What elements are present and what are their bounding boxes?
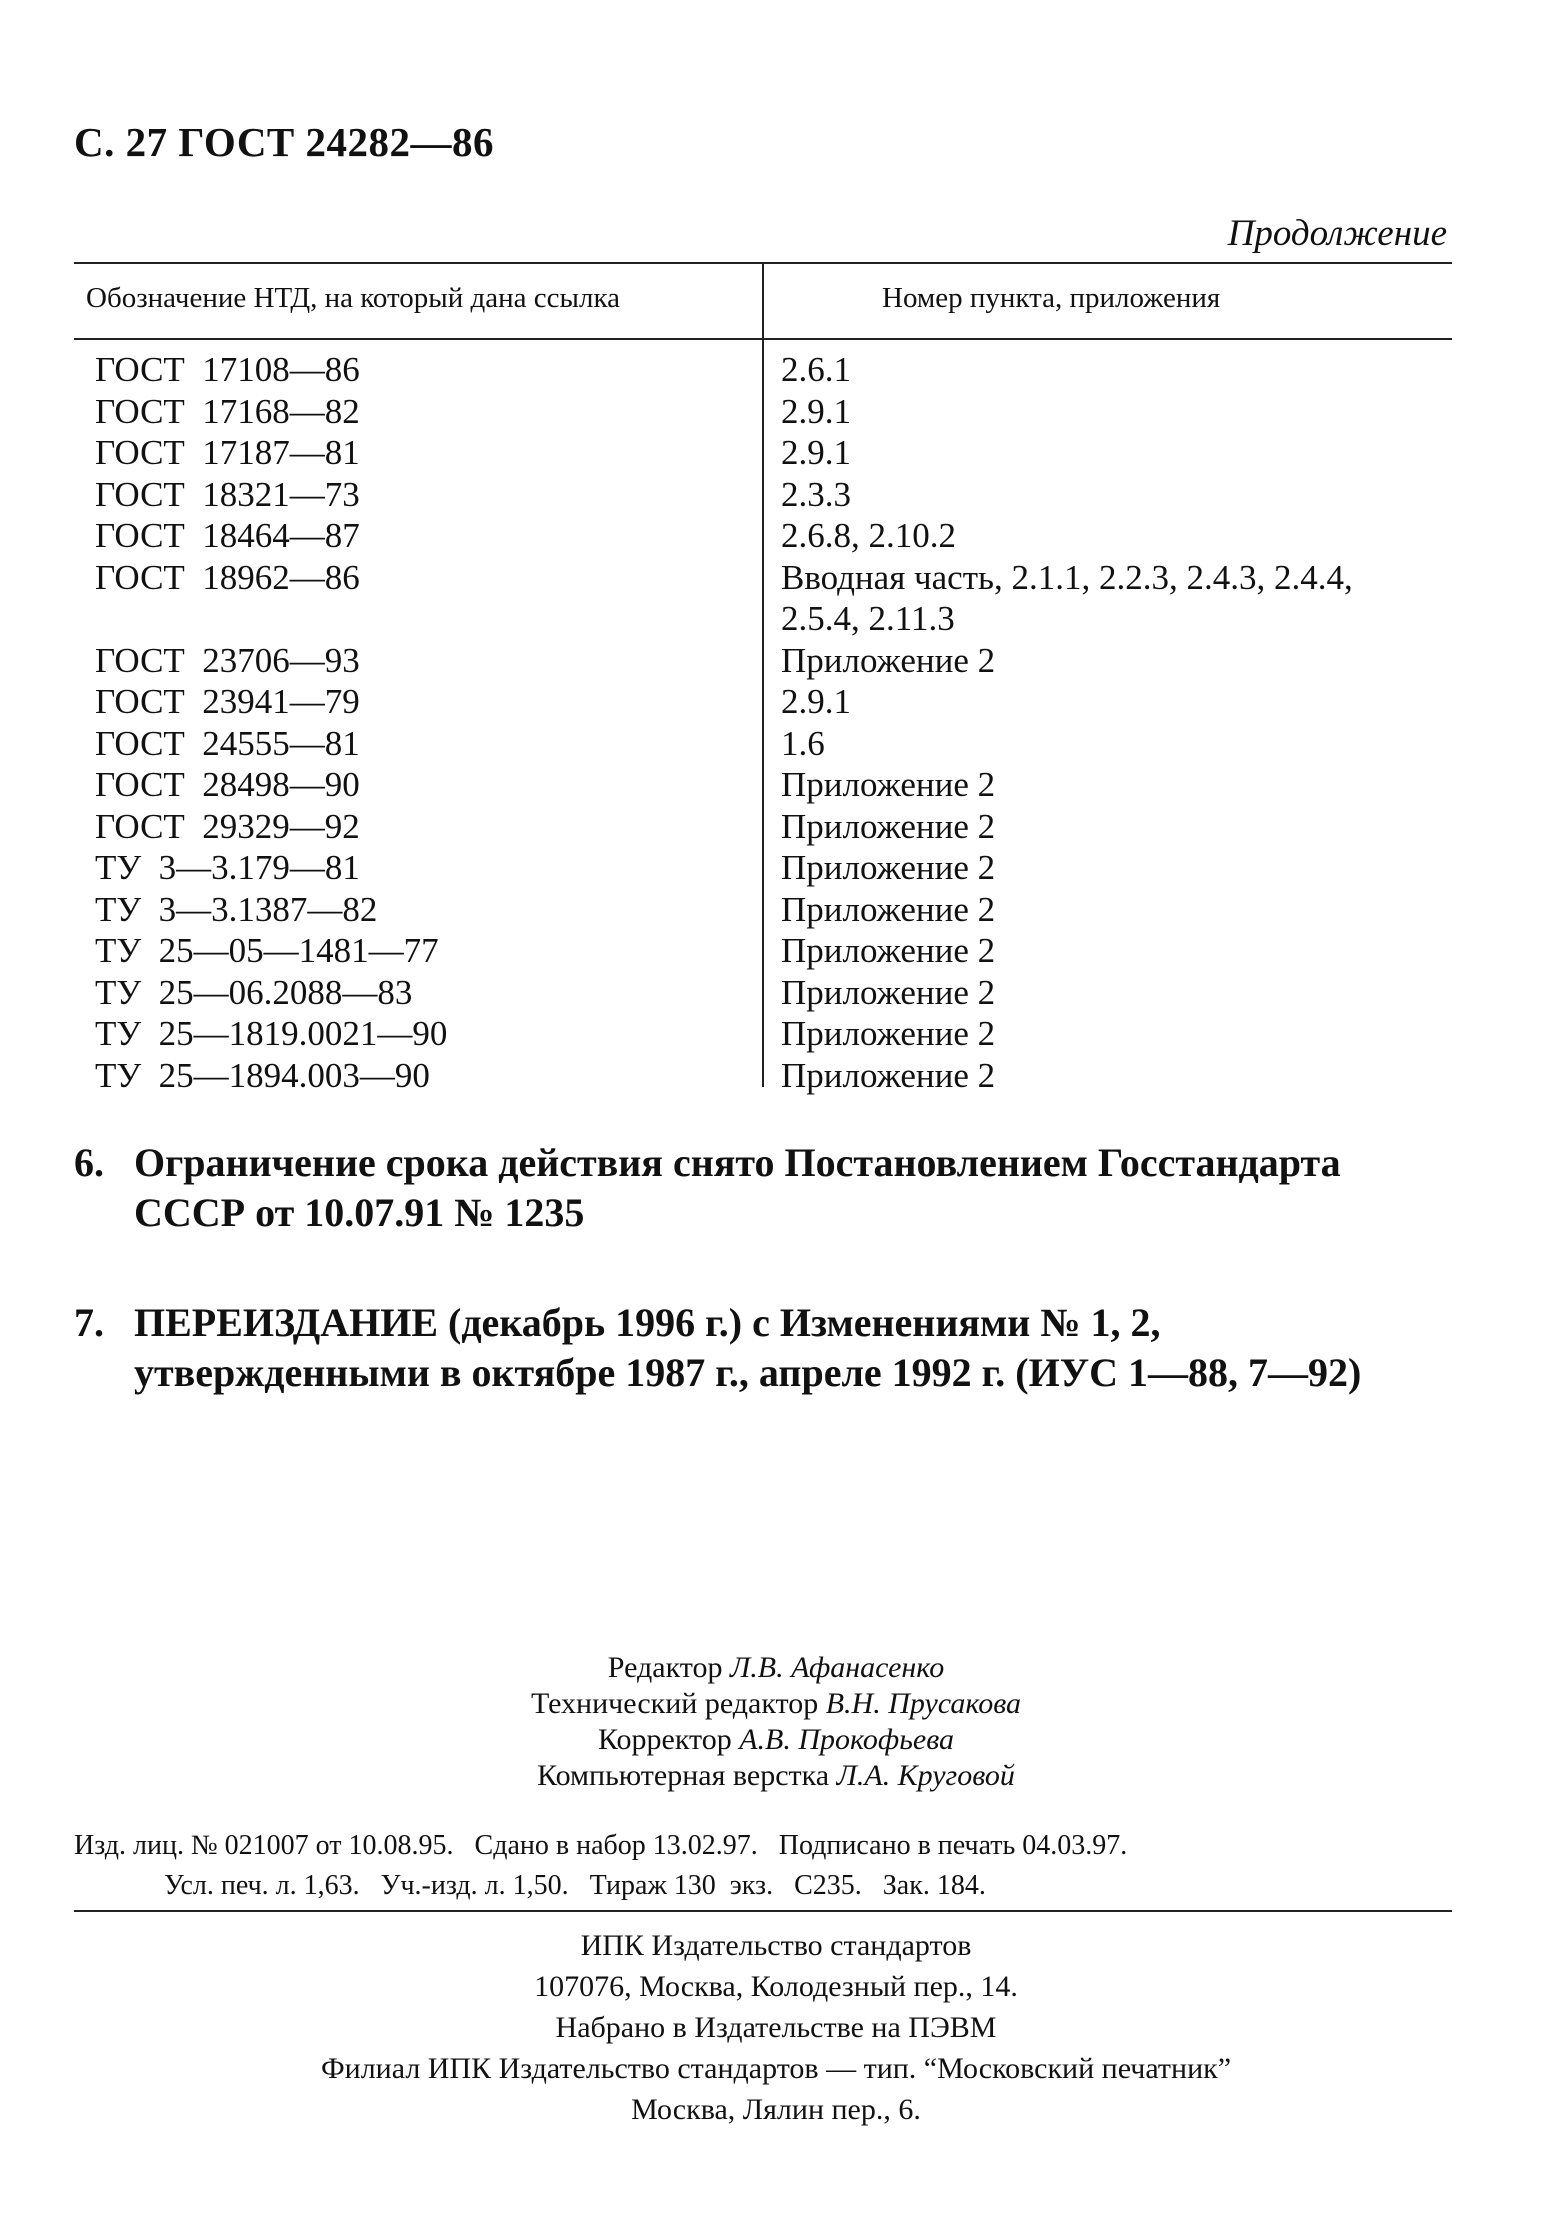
table-row xyxy=(95,515,1435,557)
clause-reference: 2.6.1 xyxy=(781,350,851,389)
continuation-label: Продолжение xyxy=(1227,213,1447,254)
footer-line-1: ИПК Издательство стандартов xyxy=(580,1929,972,1962)
section-text: Ограничение срока действия снято Постановлением Госстандарта СССР от 10.07.91 № 1235 xyxy=(134,1140,1341,1235)
page-header: С. 27 ГОСТ 24282—86 xyxy=(74,119,495,165)
doc-designation: ГОСТ 23941—79 xyxy=(95,682,360,721)
table-row xyxy=(95,640,1435,682)
credit-role: Редактор xyxy=(607,1651,723,1684)
credit-role: Корректор xyxy=(597,1723,732,1756)
clause-reference: 2.6.8, 2.10.2 xyxy=(781,516,956,555)
credits-block xyxy=(0,1650,1552,1794)
clause-reference: 2.9.1 xyxy=(781,682,851,721)
doc-designation: ГОСТ 28498—90 xyxy=(95,765,360,804)
clause-reference: 2.9.1 xyxy=(781,391,851,431)
clause-reference: Приложение 2 xyxy=(781,806,996,846)
section-number: 6. xyxy=(74,1140,104,1185)
footer-line-2: 107076, Москва, Колодезный пер., 14. xyxy=(534,1970,1018,2003)
table-row xyxy=(95,723,1435,765)
clause-reference: Приложение 2 xyxy=(781,765,996,804)
clause-reference: Приложение 2 xyxy=(781,640,996,680)
doc-designation: ГОСТ 24555—81 xyxy=(95,723,360,763)
clause-reference: 1.6 xyxy=(781,723,825,763)
section-number: 7. xyxy=(74,1300,104,1345)
clause-reference: Приложение 2 xyxy=(781,972,996,1012)
clause-reference: Приложение 2 xyxy=(781,848,996,887)
clause-reference: Приложение 2 xyxy=(781,1014,996,1053)
doc-designation: ГОСТ 17108—86 xyxy=(95,350,360,389)
table-row xyxy=(95,847,1435,889)
doc-designation: ГОСТ 29329—92 xyxy=(95,806,360,846)
doc-designation: ГОСТ 17187—81 xyxy=(95,433,360,472)
table-row xyxy=(95,474,1435,516)
table-row xyxy=(95,1055,1435,1097)
table-row xyxy=(95,432,1435,474)
clause-reference: Приложение 2 xyxy=(781,931,996,970)
doc-designation: ТУ 3—3.179—81 xyxy=(95,848,360,887)
footer-line-5: Москва, Лялин пер., 6. xyxy=(631,2093,921,2126)
doc-designation: ТУ 25—06.2088—83 xyxy=(95,972,413,1012)
footer-rule xyxy=(74,1910,1452,1912)
credit-person: Л.А. Круговой xyxy=(836,1759,1015,1792)
table-row xyxy=(95,557,1435,640)
credit-role: Технический редактор xyxy=(530,1687,819,1720)
table-row xyxy=(95,764,1435,806)
credit-layout xyxy=(0,1758,1552,1794)
doc-designation: ТУ 25—05—1481—77 xyxy=(95,931,439,970)
doc-designation: ГОСТ 23706—93 xyxy=(95,640,360,680)
credit-person: В.Н. Прусакова xyxy=(825,1687,1022,1720)
publication-info xyxy=(74,1826,1454,1906)
credit-corrector xyxy=(0,1722,1552,1758)
footer-line-3: Набрано в Издательстве на ПЭВМ xyxy=(555,2011,997,2044)
doc-designation: ТУ 25—1894.003—90 xyxy=(95,1055,430,1095)
table-row xyxy=(95,806,1435,848)
table-row xyxy=(95,930,1435,972)
table-row xyxy=(95,889,1435,931)
table-row xyxy=(95,1013,1435,1055)
table-header-designation: Обозначение НТД, на который дана ссылка xyxy=(86,282,621,314)
doc-designation: ГОСТ 18464—87 xyxy=(95,516,360,555)
table-row xyxy=(95,681,1435,723)
clause-reference: 2.3.3 xyxy=(781,474,851,514)
section-6 xyxy=(74,1138,1454,1238)
credit-role: Компьютерная верстка xyxy=(537,1759,830,1792)
publication-line-1: Изд. лиц. № 021007 от 10.08.95. Сдано в набор 13.02.97. Подписано в печать 04.03.97. xyxy=(74,1830,1128,1861)
doc-designation: ТУ 3—3.1387—82 xyxy=(95,889,378,929)
doc-designation: ГОСТ 17168—82 xyxy=(95,391,360,431)
clause-reference: 2.9.1 xyxy=(781,433,851,472)
doc-designation: ТУ 25—1819.0021—90 xyxy=(95,1014,448,1053)
publisher-footer xyxy=(0,1925,1552,2130)
publication-line-2: Усл. печ. л. 1,63. Уч.-изд. л. 1,50. Тираж 130 экз. С235. Зак. 184. xyxy=(164,1870,986,1901)
doc-designation: ГОСТ 18321—73 xyxy=(95,474,360,514)
section-7 xyxy=(74,1298,1454,1398)
clause-reference: Приложение 2 xyxy=(781,889,996,929)
table-row xyxy=(95,349,1435,391)
table-row xyxy=(95,972,1435,1014)
credit-editor xyxy=(0,1650,1552,1686)
credit-person: А.В. Прокофьева xyxy=(739,1723,955,1756)
clause-reference: Приложение 2 xyxy=(781,1055,996,1095)
credit-tech-editor xyxy=(0,1686,1552,1722)
doc-designation: ГОСТ 18962—86 xyxy=(95,557,360,597)
footer-line-4: Филиал ИПК Издательство стандартов — тип. “Московский печатник” xyxy=(320,2052,1232,2085)
credit-person: Л.В. Афанасенко xyxy=(729,1651,945,1684)
clause-reference: Вводная часть, 2.1.1, 2.2.3, 2.4.3, 2.4.4, 2.5.4, 2.11.3 xyxy=(781,557,1353,638)
table-header-clause: Номер пункта, приложения xyxy=(882,282,1221,314)
section-text: ПЕРЕИЗДАНИЕ (декабрь 1996 г.) с Изменениями № 1, 2, утвержденными в октябре 1987 г., апреле 1992 г. (ИУС 1—88, 7—92) xyxy=(134,1300,1362,1395)
table-row xyxy=(95,391,1435,433)
reference-table-body xyxy=(95,349,1435,1096)
